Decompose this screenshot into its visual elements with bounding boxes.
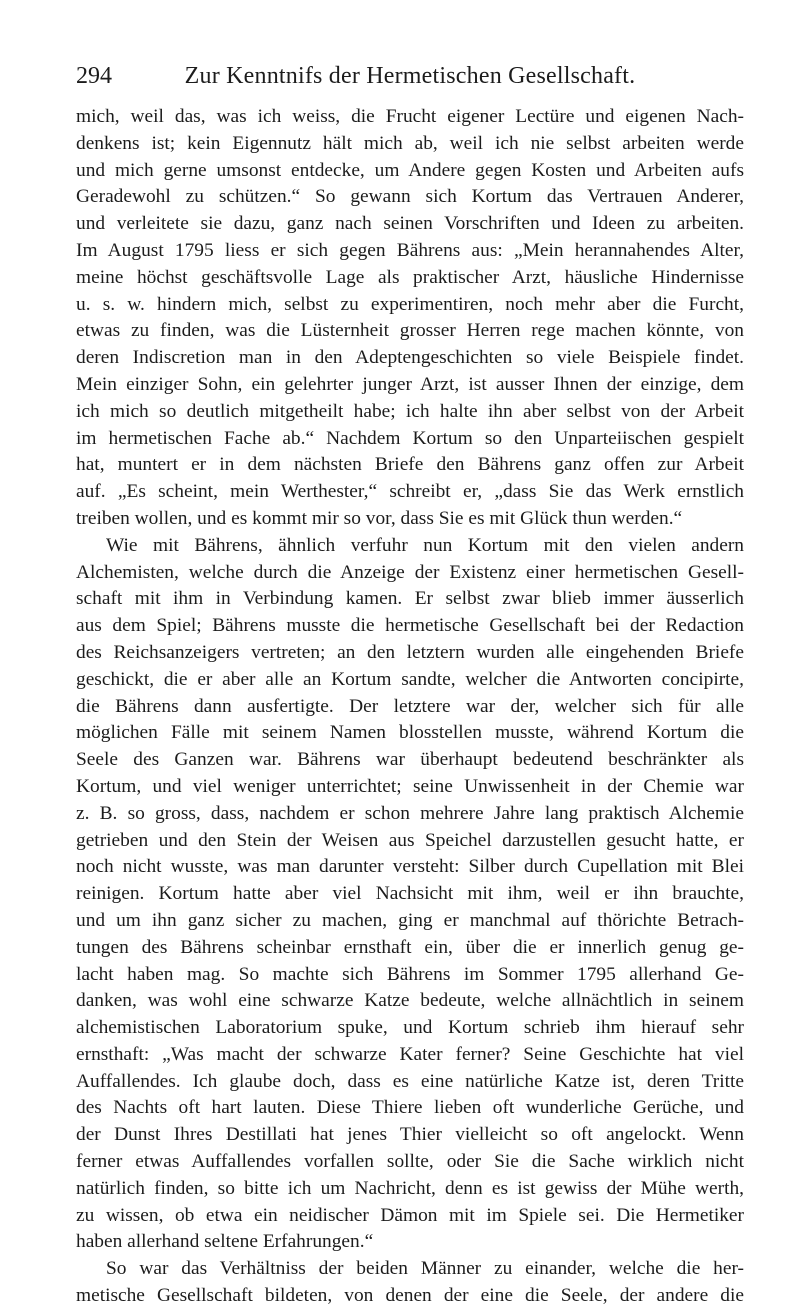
text-line: Alchemisten, welche durch die Anzeige der Existenz einer hermetischen Gesell- [76,561,744,583]
text-line: zu wissen, ob etwa ein neidischer Dämon mit im Spiele sei. Die Hermetiker [76,1204,744,1226]
text-line: z. B. so gross, dass, nachdem er schon mehrere Jahre lang praktisch Alchemie [76,802,744,824]
body-text [76,104,744,1310]
text-line: etwas zu finden, was die Lüsternheit grosser Herren rege machen könnte, von [76,320,744,342]
text-line: Seele des Ganzen war. Bährens war überhaupt bedeutend beschränkter als [76,749,744,771]
text-line: des Nachts oft hart lauten. Diese Thiere lieben oft wunderliche Gerüche, und [76,1097,744,1119]
text-line: mich, weil das, was ich weiss, die Frucht eigener Lectüre und eigenen Nach- [76,106,744,127]
book-page [76,62,744,1310]
page-number: 294 [76,63,112,89]
text-line: ferner etwas Auffallendes vorfallen sollte, oder Sie die Sache wirklich nicht [76,1151,744,1173]
text-line: danken, was wohl eine schwarze Katze bedeute, welche allnächtlich in seinem [76,990,744,1012]
text-line: der Dunst Ihres Destillati hat jenes Thier vielleicht so oft angelockt. Wenn [76,1124,744,1146]
text-line: des Reichsanzeigers vertreten; an den letztern wurden alle eingehenden Briefe [76,641,744,663]
text-line: und mich gerne umsonst entdecke, um Andere gegen Kosten und Arbeiten aufs [76,159,744,181]
text-line: die Bährens dann ausfertigte. Der letztere war der, welcher sich für alle [76,695,744,717]
text-line: möglichen Fälle mit seinem Namen blosstellen musste, während Kortum die [76,722,744,744]
text-line: denkens ist; kein Eigennutz hält mich ab, weil ich nie selbst arbeiten werde [76,132,744,154]
text-line: Mein einziger Sohn, ein gelehrter junger Arzt, ist ausser Ihnen der einzige, dem [76,373,744,395]
text-line: hat, muntert er in dem nächsten Briefe den Bährens ganz offen zur Arbeit [76,454,744,476]
text-line: meine höchst geschäftsvolle Lage als praktischer Arzt, häusliche Hindernisse [76,266,744,288]
text-line: Kortum, und viel weniger unterrichtet; seine Unwissenheit in der Chemie war [76,775,744,797]
text-line: und um ihn ganz sicher zu machen, ging er manchmal auf thörichte Betrach- [76,909,744,931]
text-line: Wie mit Bährens, ähnlich verfuhr nun Kortum mit den vielen andern [106,534,744,556]
text-line: Auffallendes. Ich glaube doch, dass es eine natürliche Katze ist, deren Tritte [76,1070,744,1092]
running-title: Zur Kenntnifs der Hermetischen Gesellschaft. [184,63,636,89]
text-line: aus dem Spiel; Bährens musste die hermetische Gesellschaft bei der Redaction [76,615,744,637]
text-line: auf. „Es scheint, mein Werthester,“ schreibt er, „dass Sie das Werk ernstlich [76,481,744,503]
text-line: Im August 1795 liess er sich gegen Bährens aus: „Mein herannahendes Alter, [76,239,744,261]
page-header [76,62,744,102]
text-line: haben allerhand seltene Erfahrungen.“ [76,1231,374,1253]
text-line: So war das Verhältniss der beiden Männer zu einander, welche die her- [106,1258,744,1280]
text-line: reinigen. Kortum hatte aber viel Nachsicht mit ihm, weil er ihn brauchte, [76,883,744,905]
text-line: getrieben und den Stein der Weisen aus Speichel darzustellen gesucht hatte, er [76,829,744,851]
text-line: natürlich finden, so bitte ich um Nachricht, denn es ist gewiss der Mühe werth, [76,1177,744,1199]
text-line: und verleitete sie dazu, ganz nach seinen Vorschriften und Ideen zu arbeiten. [76,213,744,235]
text-line: noch nicht wusste, was man darunter versteht: Silber durch Cupellation mit Blei [76,856,744,878]
text-line: ernsthaft: „Was macht der schwarze Kater ferner? Seine Geschichte hat viel [76,1043,744,1065]
text-line: schaft mit ihm in Verbindung kamen. Er selbst zwar blieb immer äusserlich [76,588,744,610]
text-line: u. s. w. hindern mich, selbst zu experimentiren, noch mehr aber die Furcht, [76,293,744,315]
text-line: treiben wollen, und es kommt mir so vor, dass Sie es mit Glück thun werden.“ [76,507,683,529]
text-line: ich mich so deutlich mitgetheilt habe; ich halte ihn aber selbst von der Arbeit [76,400,744,422]
text-line: lacht haben mag. So machte sich Bährens im Sommer 1795 allerhand Ge- [76,963,744,985]
text-line: tungen des Bährens scheinbar ernsthaft ein, über die er innerlich genug ge- [76,936,744,958]
text-line: deren Indiscretion man in den Adeptengeschichten so viele Beispiele findet. [76,347,744,369]
text-line: alchemistischen Laboratorium spuke, und Kortum schrieb ihm hierauf sehr [76,1017,744,1039]
text-line: im hermetischen Fache ab.“ Nachdem Kortum so den Unparteiischen gespielt [76,427,744,449]
text-line: geschickt, die er aber alle an Kortum sandte, welcher die Antworten concipirte, [76,668,744,690]
text-line: Geradewohl zu schützen.“ So gewann sich Kortum das Vertrauen Anderer, [76,186,744,208]
text-line: metische Gesellschaft bildeten, von denen der eine die Seele, der andere die [76,1285,744,1307]
